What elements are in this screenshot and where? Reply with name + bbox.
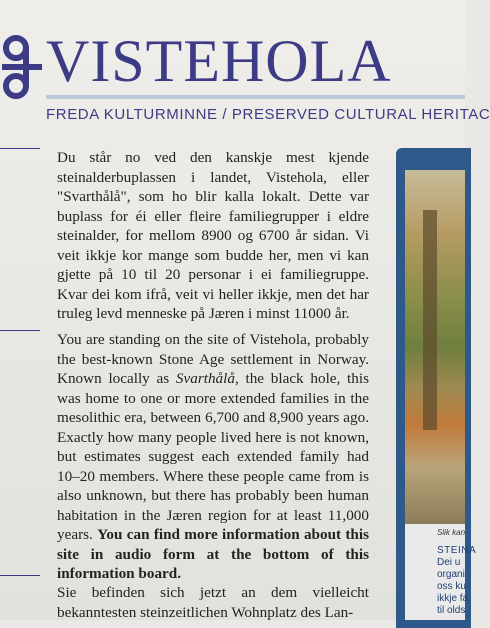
side-line: Dei u <box>437 557 461 568</box>
side-line: oss ku <box>437 581 466 592</box>
english-text-cont: , the black hole, this was home to one or more extended families in the mesolithic era, between 6,700 and 8,900 years ago. Exactly how many people lived here is not known, but estimates suggest each extended family had 10–20 members. Where these people came from is also unknown, but there has probably been human habitation in the Jæren region for at least 11,000 years. <box>57 370 369 543</box>
side-line: til olds <box>437 605 466 616</box>
margin-divider <box>0 330 40 331</box>
english-text: You are standing on the site of Vistehola, probably the best-known Stone Age settlement in Norway. Known locally as <box>57 331 369 387</box>
heritage-logo-icon <box>2 28 42 108</box>
english-italic-text: Svarthålå <box>175 370 235 387</box>
side-line: organi <box>437 569 465 580</box>
tree-shape <box>423 210 437 430</box>
sign-title: VISTEHOLA <box>46 28 392 94</box>
margin-divider <box>0 575 40 576</box>
sign-subtitle: FREDA KULTURMINNE / PRESERVED CULTURAL HERITAC <box>46 106 490 123</box>
paragraph-english <box>57 330 369 584</box>
title-rule <box>46 95 465 99</box>
paragraph-norwegian: Du står no ved den kanskje mest kjende steinalderbuplassen i landet, Vistehola, eller "Svarthålå", som ho blir kalla lokalt. Dette var buplass for éi eller fleire familiegrupper i eldre steinalder, for mellom 8900 og 6700 år sidan. Vi veit ikkje kor mange som budde her, men vi kan gjette på 10 til 20 personar i ei familiegruppe. Kvar dei kom ifrå, veit vi heller ikkje, men det har truleg levd menneske på Jæren i minst 11000 år. <box>57 149 369 322</box>
english-bold-text: You can find more information about this site in audio form at the bottom of this information board. <box>57 526 370 582</box>
side-line: ikkje fa <box>437 593 469 604</box>
illustration-image <box>405 170 465 524</box>
side-heading: STEINA <box>437 545 477 556</box>
image-caption: Slik kan <box>437 528 466 537</box>
paragraph-german: Sie befinden sich jetzt an dem vielleicht bekanntesten steinzeitlichen Wohnplatz des Lan- <box>57 584 369 621</box>
margin-divider <box>0 148 40 149</box>
